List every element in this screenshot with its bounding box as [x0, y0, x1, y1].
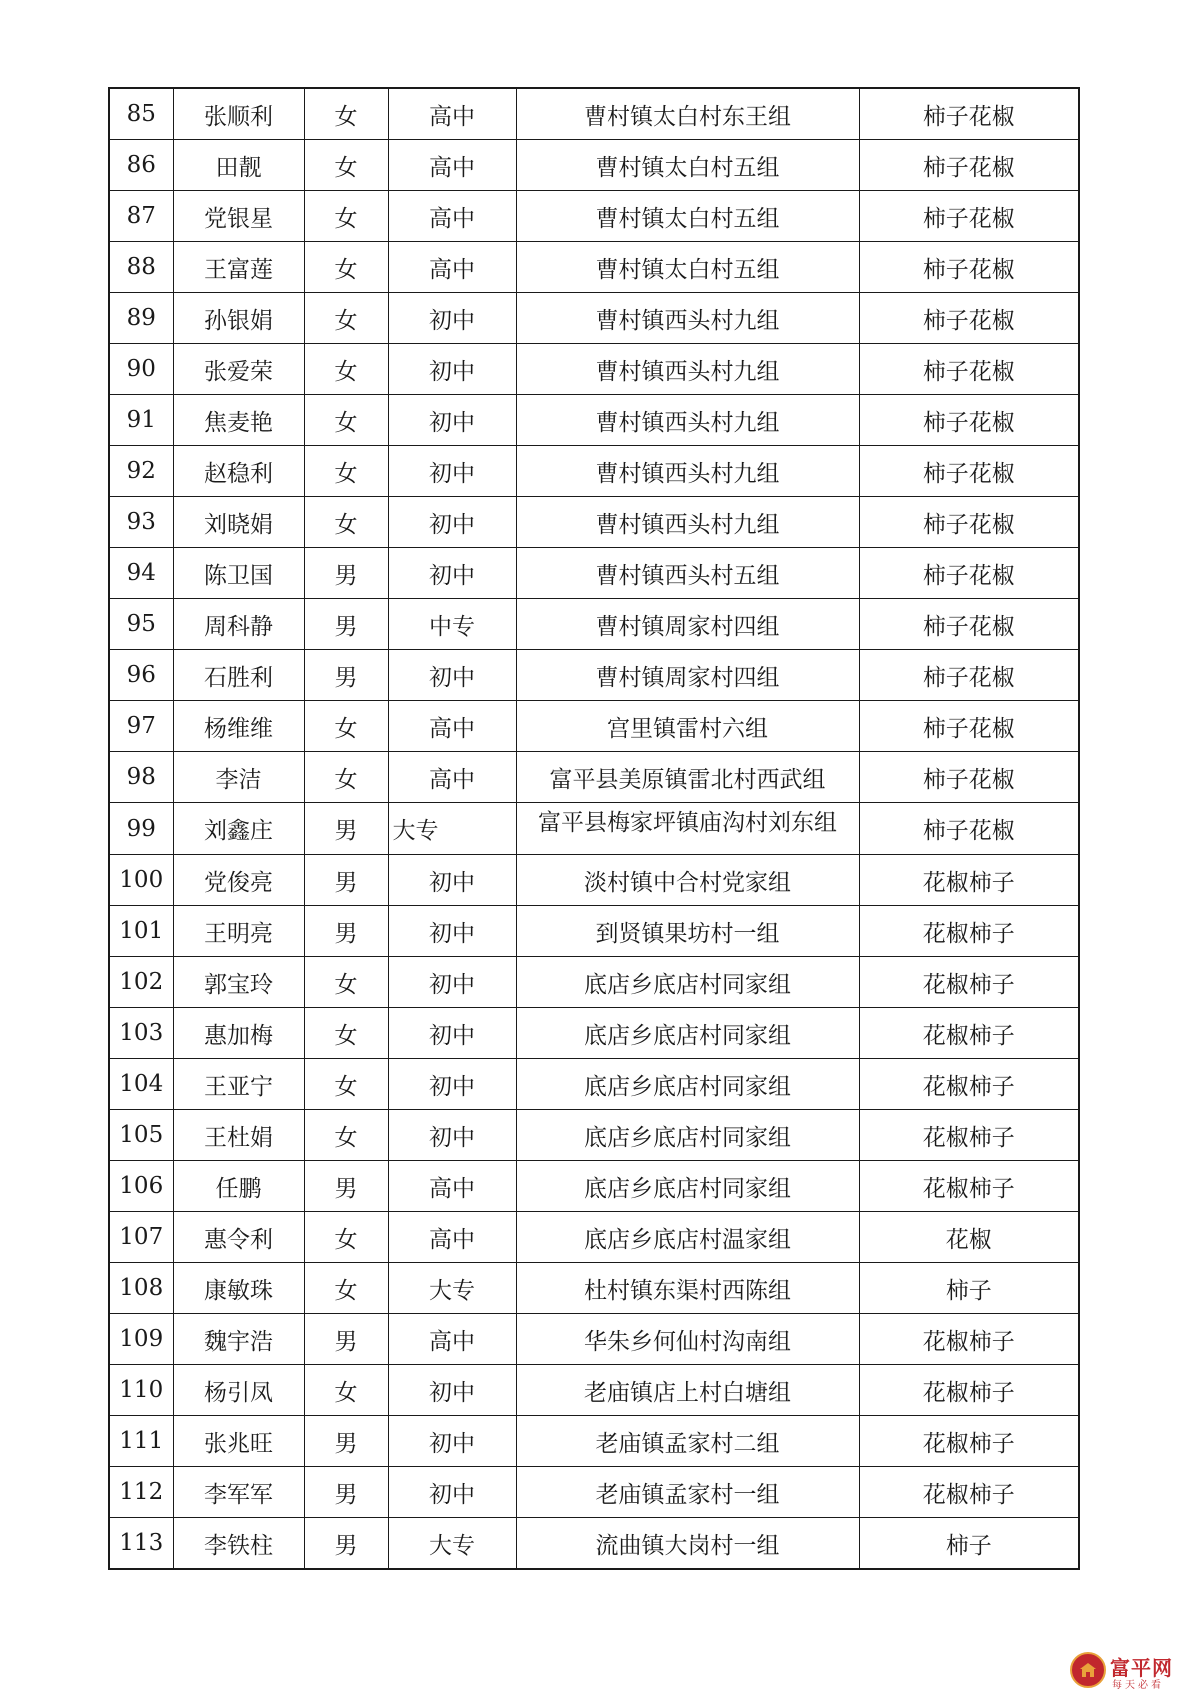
crop-type-cell: 柿子花椒 — [859, 344, 1079, 395]
address-cell: 曹村镇太白村五组 — [516, 191, 859, 242]
person-name-cell: 陈卫国 — [173, 548, 304, 599]
table-row — [109, 395, 1079, 446]
education-level-cell: 初中 — [388, 650, 516, 701]
address-cell: 宫里镇雷村六组 — [516, 701, 859, 752]
gender-cell: 女 — [304, 701, 388, 752]
person-name-cell: 王杜娟 — [173, 1110, 304, 1161]
education-level-cell: 初中 — [388, 1416, 516, 1467]
table-row — [109, 140, 1079, 191]
crop-type-cell: 花椒柿子 — [859, 957, 1079, 1008]
row-number-cell: 105 — [109, 1110, 173, 1161]
address-cell: 曹村镇周家村四组 — [516, 599, 859, 650]
site-logo — [1070, 1652, 1192, 1690]
row-number-cell: 91 — [109, 395, 173, 446]
person-name-cell: 任鹏 — [173, 1161, 304, 1212]
person-name-cell: 孙银娟 — [173, 293, 304, 344]
gender-cell: 男 — [304, 1161, 388, 1212]
table-row — [109, 1110, 1079, 1161]
education-level-cell: 初中 — [388, 906, 516, 957]
education-level-cell: 高中 — [388, 1314, 516, 1365]
crop-type-cell: 柿子花椒 — [859, 497, 1079, 548]
row-number-cell: 90 — [109, 344, 173, 395]
table-row — [109, 1467, 1079, 1518]
gender-cell: 女 — [304, 1008, 388, 1059]
row-number-cell: 87 — [109, 191, 173, 242]
education-level-cell: 初中 — [388, 344, 516, 395]
roster-table — [108, 87, 1080, 1570]
crop-type-cell: 花椒柿子 — [859, 855, 1079, 906]
table-row — [109, 650, 1079, 701]
crop-type-cell: 花椒柿子 — [859, 1161, 1079, 1212]
education-level-cell: 中专 — [388, 599, 516, 650]
row-number-cell: 108 — [109, 1263, 173, 1314]
education-level-cell: 高中 — [388, 191, 516, 242]
person-name-cell: 张兆旺 — [173, 1416, 304, 1467]
person-name-cell: 焦麦艳 — [173, 395, 304, 446]
row-number-cell: 100 — [109, 855, 173, 906]
gender-cell: 男 — [304, 1416, 388, 1467]
row-number-cell: 103 — [109, 1008, 173, 1059]
person-name-cell: 王富莲 — [173, 242, 304, 293]
gender-cell: 女 — [304, 344, 388, 395]
row-number-cell: 109 — [109, 1314, 173, 1365]
education-level-cell: 高中 — [388, 242, 516, 293]
gender-cell: 女 — [304, 446, 388, 497]
gender-cell: 女 — [304, 1365, 388, 1416]
row-number-cell: 110 — [109, 1365, 173, 1416]
crop-type-cell: 花椒柿子 — [859, 1365, 1079, 1416]
crop-type-cell: 柿子花椒 — [859, 650, 1079, 701]
address-cell: 曹村镇周家村四组 — [516, 650, 859, 701]
table-row — [109, 1518, 1079, 1570]
crop-type-cell: 花椒柿子 — [859, 906, 1079, 957]
crop-type-cell: 花椒 — [859, 1212, 1079, 1263]
gender-cell: 女 — [304, 88, 388, 140]
table-row — [109, 497, 1079, 548]
table-row — [109, 1008, 1079, 1059]
gender-cell: 女 — [304, 752, 388, 803]
address-cell: 杜村镇东渠村西陈组 — [516, 1263, 859, 1314]
logo-emblem-icon — [1070, 1652, 1106, 1688]
table-row — [109, 599, 1079, 650]
table-row — [109, 701, 1079, 752]
address-cell: 老庙镇店上村白塘组 — [516, 1365, 859, 1416]
crop-type-cell: 柿子花椒 — [859, 242, 1079, 293]
logo-subtitle: 每天必看 — [1112, 1680, 1164, 1691]
crop-type-cell: 柿子花椒 — [859, 701, 1079, 752]
table-row — [109, 1263, 1079, 1314]
crop-type-cell: 柿子花椒 — [859, 599, 1079, 650]
crop-type-cell: 柿子花椒 — [859, 191, 1079, 242]
person-name-cell: 张爱荣 — [173, 344, 304, 395]
education-level-cell: 大专 — [388, 803, 516, 855]
table-row — [109, 293, 1079, 344]
gender-cell: 女 — [304, 1059, 388, 1110]
crop-type-cell: 柿子花椒 — [859, 395, 1079, 446]
address-cell: 到贤镇果坊村一组 — [516, 906, 859, 957]
table-row — [109, 88, 1079, 140]
education-level-cell: 大专 — [388, 1263, 516, 1314]
education-level-cell: 初中 — [388, 1059, 516, 1110]
address-cell: 曹村镇西头村九组 — [516, 497, 859, 548]
row-number-cell: 112 — [109, 1467, 173, 1518]
address-cell: 曹村镇太白村五组 — [516, 242, 859, 293]
education-level-cell: 高中 — [388, 1212, 516, 1263]
address-cell: 曹村镇西头村五组 — [516, 548, 859, 599]
person-name-cell: 石胜利 — [173, 650, 304, 701]
gender-cell: 女 — [304, 191, 388, 242]
person-name-cell: 党俊亮 — [173, 855, 304, 906]
row-number-cell: 97 — [109, 701, 173, 752]
address-cell: 曹村镇太白村东王组 — [516, 88, 859, 140]
table-row — [109, 1365, 1079, 1416]
table-row — [109, 344, 1079, 395]
person-name-cell: 刘鑫庄 — [173, 803, 304, 855]
gender-cell: 女 — [304, 140, 388, 191]
person-name-cell: 惠令利 — [173, 1212, 304, 1263]
address-cell: 底店乡底店村同家组 — [516, 1059, 859, 1110]
row-number-cell: 102 — [109, 957, 173, 1008]
address-cell: 底店乡底店村同家组 — [516, 1110, 859, 1161]
education-level-cell: 初中 — [388, 1110, 516, 1161]
crop-type-cell: 花椒柿子 — [859, 1008, 1079, 1059]
table-row — [109, 548, 1079, 599]
person-name-cell: 李铁柱 — [173, 1518, 304, 1570]
gender-cell: 女 — [304, 1212, 388, 1263]
table-row — [109, 1161, 1079, 1212]
address-cell: 流曲镇大岗村一组 — [516, 1518, 859, 1570]
row-number-cell: 98 — [109, 752, 173, 803]
crop-type-cell: 花椒柿子 — [859, 1467, 1079, 1518]
gender-cell: 男 — [304, 906, 388, 957]
gender-cell: 男 — [304, 650, 388, 701]
gender-cell: 女 — [304, 957, 388, 1008]
row-number-cell: 101 — [109, 906, 173, 957]
row-number-cell: 96 — [109, 650, 173, 701]
person-name-cell: 康敏珠 — [173, 1263, 304, 1314]
education-level-cell: 初中 — [388, 1008, 516, 1059]
table-row — [109, 1059, 1079, 1110]
row-number-cell: 86 — [109, 140, 173, 191]
row-number-cell: 107 — [109, 1212, 173, 1263]
person-name-cell: 杨引凤 — [173, 1365, 304, 1416]
table-row — [109, 803, 1079, 855]
education-level-cell: 高中 — [388, 701, 516, 752]
person-name-cell: 王明亮 — [173, 906, 304, 957]
education-level-cell: 初中 — [388, 497, 516, 548]
row-number-cell: 85 — [109, 88, 173, 140]
person-name-cell: 田靓 — [173, 140, 304, 191]
person-name-cell: 惠加梅 — [173, 1008, 304, 1059]
person-name-cell: 杨维维 — [173, 701, 304, 752]
education-level-cell: 初中 — [388, 1467, 516, 1518]
crop-type-cell: 柿子花椒 — [859, 803, 1079, 855]
row-number-cell: 113 — [109, 1518, 173, 1570]
education-level-cell: 初中 — [388, 395, 516, 446]
person-name-cell: 周科静 — [173, 599, 304, 650]
table-row — [109, 242, 1079, 293]
table-row — [109, 446, 1079, 497]
row-number-cell: 88 — [109, 242, 173, 293]
education-level-cell: 初中 — [388, 548, 516, 599]
education-level-cell: 初中 — [388, 1365, 516, 1416]
crop-type-cell: 花椒柿子 — [859, 1416, 1079, 1467]
gender-cell: 女 — [304, 395, 388, 446]
crop-type-cell: 柿子 — [859, 1518, 1079, 1570]
gender-cell: 男 — [304, 1518, 388, 1570]
table-row — [109, 855, 1079, 906]
address-cell: 底店乡底店村同家组 — [516, 1008, 859, 1059]
address-cell: 曹村镇西头村九组 — [516, 293, 859, 344]
address-cell: 底店乡底店村温家组 — [516, 1212, 859, 1263]
education-level-cell: 高中 — [388, 1161, 516, 1212]
table-row — [109, 1314, 1079, 1365]
crop-type-cell: 柿子花椒 — [859, 140, 1079, 191]
person-name-cell: 张顺利 — [173, 88, 304, 140]
person-name-cell: 郭宝玲 — [173, 957, 304, 1008]
education-level-cell: 初中 — [388, 957, 516, 1008]
gender-cell: 女 — [304, 1110, 388, 1161]
address-cell: 淡村镇中合村党家组 — [516, 855, 859, 906]
gender-cell: 女 — [304, 242, 388, 293]
row-number-cell: 89 — [109, 293, 173, 344]
crop-type-cell: 花椒柿子 — [859, 1110, 1079, 1161]
person-name-cell: 赵稳利 — [173, 446, 304, 497]
crop-type-cell: 柿子花椒 — [859, 88, 1079, 140]
table-row — [109, 191, 1079, 242]
address-cell: 曹村镇西头村九组 — [516, 395, 859, 446]
table-row — [109, 1416, 1079, 1467]
crop-type-cell: 柿子 — [859, 1263, 1079, 1314]
gender-cell: 女 — [304, 497, 388, 548]
address-cell: 老庙镇孟家村二组 — [516, 1416, 859, 1467]
gender-cell: 女 — [304, 293, 388, 344]
row-number-cell: 106 — [109, 1161, 173, 1212]
address-cell: 底店乡底店村同家组 — [516, 1161, 859, 1212]
crop-type-cell: 柿子花椒 — [859, 293, 1079, 344]
crop-type-cell: 柿子花椒 — [859, 548, 1079, 599]
crop-type-cell: 花椒柿子 — [859, 1059, 1079, 1110]
education-level-cell: 初中 — [388, 446, 516, 497]
crop-type-cell: 柿子花椒 — [859, 446, 1079, 497]
education-level-cell: 高中 — [388, 140, 516, 191]
roster-body — [109, 88, 1079, 1569]
table-row — [109, 752, 1079, 803]
crop-type-cell: 花椒柿子 — [859, 1314, 1079, 1365]
person-name-cell: 王亚宁 — [173, 1059, 304, 1110]
person-name-cell: 李军军 — [173, 1467, 304, 1518]
row-number-cell: 93 — [109, 497, 173, 548]
address-cell: 曹村镇西头村九组 — [516, 344, 859, 395]
row-number-cell: 95 — [109, 599, 173, 650]
logo-title: 富平网 — [1110, 1656, 1173, 1680]
person-name-cell: 李洁 — [173, 752, 304, 803]
address-cell: 富平县梅家坪镇庙沟村刘东组 — [516, 803, 859, 855]
row-number-cell: 111 — [109, 1416, 173, 1467]
education-level-cell: 初中 — [388, 293, 516, 344]
education-level-cell: 初中 — [388, 855, 516, 906]
address-cell: 底店乡底店村同家组 — [516, 957, 859, 1008]
crop-type-cell: 柿子花椒 — [859, 752, 1079, 803]
table-row — [109, 957, 1079, 1008]
address-cell: 富平县美原镇雷北村西武组 — [516, 752, 859, 803]
gender-cell: 男 — [304, 548, 388, 599]
row-number-cell: 99 — [109, 803, 173, 855]
address-cell: 老庙镇孟家村一组 — [516, 1467, 859, 1518]
table-row — [109, 906, 1079, 957]
gender-cell: 男 — [304, 1314, 388, 1365]
gender-cell: 男 — [304, 599, 388, 650]
row-number-cell: 92 — [109, 446, 173, 497]
gender-cell: 男 — [304, 855, 388, 906]
row-number-cell: 94 — [109, 548, 173, 599]
address-cell: 曹村镇西头村九组 — [516, 446, 859, 497]
address-cell: 曹村镇太白村五组 — [516, 140, 859, 191]
person-name-cell: 刘晓娟 — [173, 497, 304, 548]
gender-cell: 男 — [304, 803, 388, 855]
education-level-cell: 大专 — [388, 1518, 516, 1570]
education-level-cell: 高中 — [388, 88, 516, 140]
person-name-cell: 党银星 — [173, 191, 304, 242]
gender-cell: 男 — [304, 1467, 388, 1518]
person-name-cell: 魏宇浩 — [173, 1314, 304, 1365]
address-cell: 华朱乡何仙村沟南组 — [516, 1314, 859, 1365]
table-row — [109, 1212, 1079, 1263]
gender-cell: 女 — [304, 1263, 388, 1314]
row-number-cell: 104 — [109, 1059, 173, 1110]
education-level-cell: 高中 — [388, 752, 516, 803]
